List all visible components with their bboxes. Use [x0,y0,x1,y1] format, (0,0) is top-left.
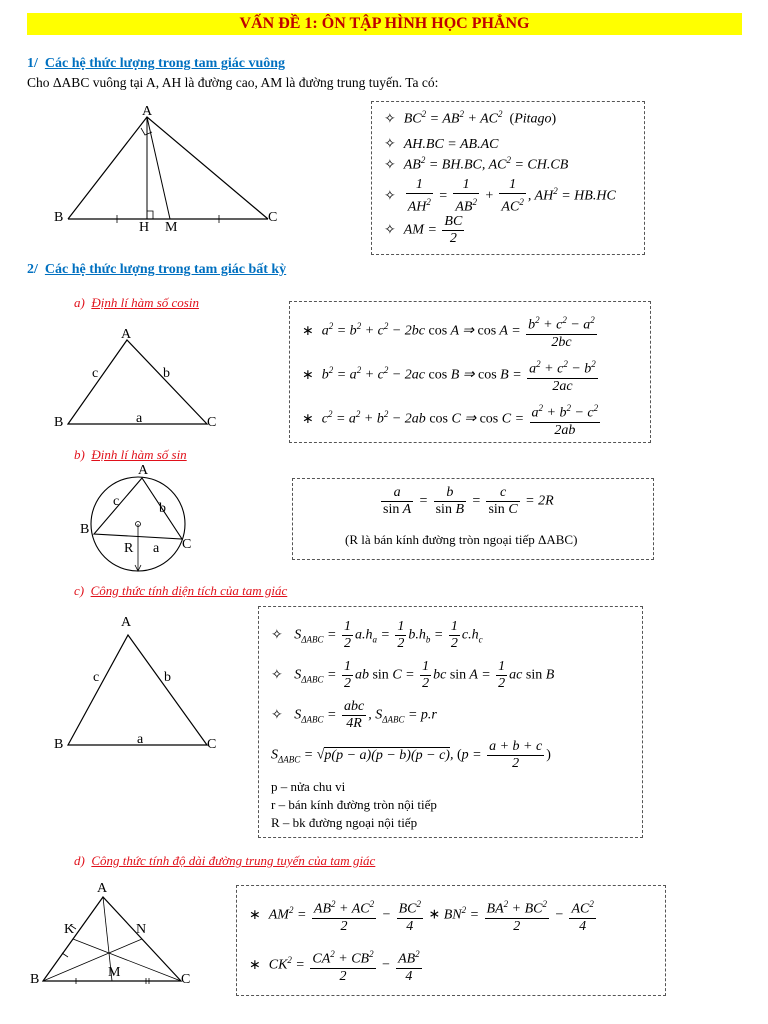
formula-median-am-bn: ∗ $AM^2$ = $\frac{AB^2 + AC^2}{2}$ − $\frac{BC^2}{4}$ ∗ $BN^2$ = $\frac{BA^2 + BC^2}{2}$ − $\frac{AC^2}{4}$ [249,896,598,935]
formula-median: ✧ AM = $\frac{BC}{2}$ [384,214,463,246]
area-label-A: A [121,615,132,630]
area-note-r: r – bán kính đường tròn nội tiếp [271,797,437,812]
area-label-C: C [207,737,217,752]
cos-label-A: A [121,327,132,342]
median-label-A: A [97,881,108,896]
area-note-R: R – bk đường ngoại nội tiếp [271,815,418,830]
median-label-M: M [108,965,121,980]
fig1-label-C: C [268,210,278,225]
sub-a-label: a) [74,295,85,310]
page-title: VẤN ĐỀ 1: ÔN TẬP HÌNH HỌC PHẲNG [239,15,530,32]
section-1-number: 1/ [27,56,38,71]
formula-box-median [236,885,666,996]
cos-label-c: c [92,366,99,381]
formula-cos-c: ∗ $c^2 = a^2 + b^2 - 2ab$ cos C ⇒ cos C = $\frac{a^2 + b^2 - c^2}{2ab}$ [302,400,602,439]
sine-note: (R là bán kính đường tròn ngoại tiếp ΔABC) [345,532,578,547]
sin-label-B: B [80,522,90,537]
formula-projection: ✧ $AB^2 = BH.BC$, $AC^2 = CH.CB$ [384,155,569,173]
median-label-C: C [181,972,191,987]
formula-cos-b: ∗ $b^2 = a^2 + c^2 - 2ac$ cos B ⇒ cos B = $\frac{a^2 + c^2 - b^2}{2ac}$ [302,356,600,395]
area-label-b: b [164,670,171,685]
cos-label-a: a [136,411,143,426]
formula-cos-a: ∗ $a^2 = b^2 + c^2 - 2bc$ cos A ⇒ cos A = $\frac{b^2 + c^2 - a^2}{2bc}$ [302,312,599,351]
median-label-N: N [136,922,147,937]
area-label-a: a [137,732,144,747]
sub-a-title: Định lí hàm số cosin [91,295,199,310]
fig1-label-B: B [54,210,64,225]
area-note-p: p – nửa chu vi [271,779,346,794]
formula-sine-law: $\frac{a}{\text{sin A}}$ = $\frac{b}{\text{sin B}}$ = $\frac{c}{\text{sin C}}$ = 2R [383,485,554,517]
sub-b-title: Định lí hàm số sin [91,447,187,462]
section-1-intro: Cho ΔABC vuông tại A, AH là đường cao, AM là đường trung tuyến. Ta có: [27,75,439,90]
median-label-B: B [30,972,40,987]
formula-area-radius: ✧ $S_{\Delta ABC}$ = $\frac{\text{abc}}{4R}$ , $S_{\Delta ABC} = p.r$ [271,699,437,731]
formula-area-sine: ✧ $S_{\Delta ABC}$ = $\frac{1}{2}$ ab sin C = $\frac{1}{2}$ bc sin A = $\frac{1}{2}$ ac sin B [271,659,555,691]
sin-label-R: R [124,541,134,556]
sub-d-label: d) [74,853,85,868]
cos-label-B: B [54,415,64,430]
sin-label-a: a [153,541,160,556]
area-label-B: B [54,737,64,752]
section-1-title: Các hệ thức lượng trong tam giác vuông [44,56,286,71]
cos-label-b: b [163,366,170,381]
area-label-c: c [93,670,100,685]
sub-d-title: Công thức tính độ dài đường trung tuyến của tam giác [91,853,376,868]
cos-label-C: C [207,415,217,430]
formula-pythagoras: ✧ $BC^2 = AB^2 + AC^2$ (Pitago) [384,109,557,127]
formula-median-ck: ∗ $CK^2$ = $\frac{CA^2 + CB^2}{2}$ − $\frac{AB^2}{4}$ [249,946,424,985]
fig1-label-A: A [142,104,153,119]
formula-altitude: ✧ $\frac{1}{AH^2}$ = $\frac{1}{AB^2}$ + $\frac{1}{AC^2}$ , $AH^2 = HB.HC$ [384,177,616,215]
section-2-title: Các hệ thức lượng trong tam giác bất kỳ [44,262,287,277]
sin-label-b: b [159,501,166,516]
median-label-K: K [64,922,75,937]
sin-label-c: c [113,494,120,509]
fig1-label-H: H [139,220,150,235]
formula-area-heron: $S_{\Delta ABC} = √p(p - a)(p - b)(p - c)$, (p = $\frac{a + b + c}{2}$ ) [271,739,551,771]
sin-label-C: C [182,537,192,552]
sub-c-label: c) [74,583,85,598]
formula-area-heights: ✧ $S_{\Delta ABC}$ = $\frac{1}{2}$ $a.h_a$ = $\frac{1}{2}$ $b.h_b$ = $\frac{1}{2}$ $c.h_c$ [271,619,483,651]
sin-label-A: A [138,463,149,478]
fig1-label-M: M [165,220,178,235]
sub-b-label: b) [74,447,85,462]
sub-c-title: Công thức tính diện tích của tam giác [90,583,288,598]
section-2-number: 2/ [27,262,38,277]
formula-ah-bc: ✧ AH.BC = AB.AC [384,137,499,152]
